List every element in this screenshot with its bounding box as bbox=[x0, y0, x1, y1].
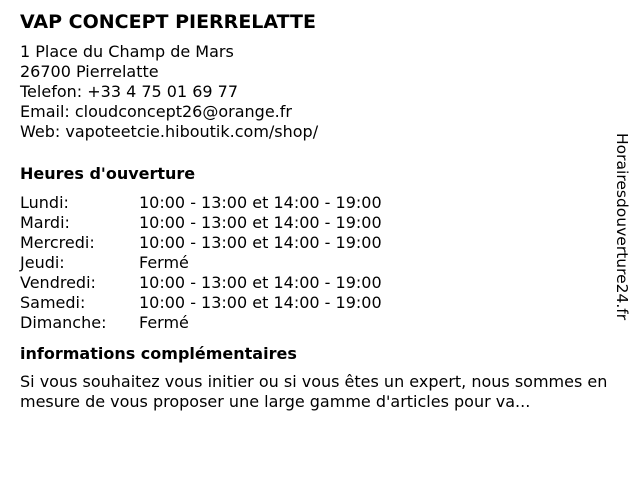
hours-row-monday bbox=[20, 193, 620, 213]
time-range: 10:00 - 13:00 et 14:00 - 19:00 bbox=[139, 213, 382, 232]
day-label: Vendredi: bbox=[20, 273, 96, 292]
hours-row-wednesday bbox=[20, 233, 620, 253]
business-card bbox=[20, 10, 620, 412]
info-heading: informations complémentaires bbox=[20, 344, 297, 363]
hours-row-sunday bbox=[20, 313, 620, 333]
day-label: Lundi: bbox=[20, 193, 69, 212]
time-range: 10:00 - 13:00 et 14:00 - 19:00 bbox=[139, 193, 382, 212]
time-range: Fermé bbox=[139, 313, 189, 332]
day-label: Mercredi: bbox=[20, 233, 95, 252]
time-range: 10:00 - 13:00 et 14:00 - 19:00 bbox=[139, 273, 382, 292]
time-range: 10:00 - 13:00 et 14:00 - 19:00 bbox=[139, 293, 382, 312]
hours-row-friday bbox=[20, 273, 620, 293]
time-range: 10:00 - 13:00 et 14:00 - 19:00 bbox=[139, 233, 382, 252]
address-street: 1 Place du Champ de Mars bbox=[20, 42, 234, 61]
hours-table bbox=[20, 193, 620, 333]
info-description: Si vous souhaitez vous initier ou si vous êtes un expert, nous sommes en mesure de vous proposer une large gamme d'articles pour va... bbox=[20, 372, 608, 411]
website-text: Web: vapoteetcie.hiboutik.com/shop/ bbox=[20, 122, 319, 141]
day-label: Dimanche: bbox=[20, 313, 107, 332]
day-label: Mardi: bbox=[20, 213, 70, 232]
email-text: Email: cloudconcept26@orange.fr bbox=[20, 102, 292, 121]
hours-row-thursday bbox=[20, 253, 620, 273]
day-label: Samedi: bbox=[20, 293, 86, 312]
time-range: Fermé bbox=[139, 253, 189, 272]
site-watermark: Horairesdouverture24.fr bbox=[613, 133, 631, 321]
phone-text: Telefon: +33 4 75 01 69 77 bbox=[20, 82, 239, 101]
address-city: 26700 Pierrelatte bbox=[20, 62, 159, 81]
hours-row-tuesday bbox=[20, 213, 620, 233]
day-label: Jeudi: bbox=[20, 253, 65, 272]
contact-block bbox=[20, 42, 620, 142]
hours-row-saturday bbox=[20, 293, 620, 313]
hours-heading: Heures d'ouverture bbox=[20, 164, 196, 183]
business-name: VAP CONCEPT PIERRELATTE bbox=[20, 11, 316, 33]
